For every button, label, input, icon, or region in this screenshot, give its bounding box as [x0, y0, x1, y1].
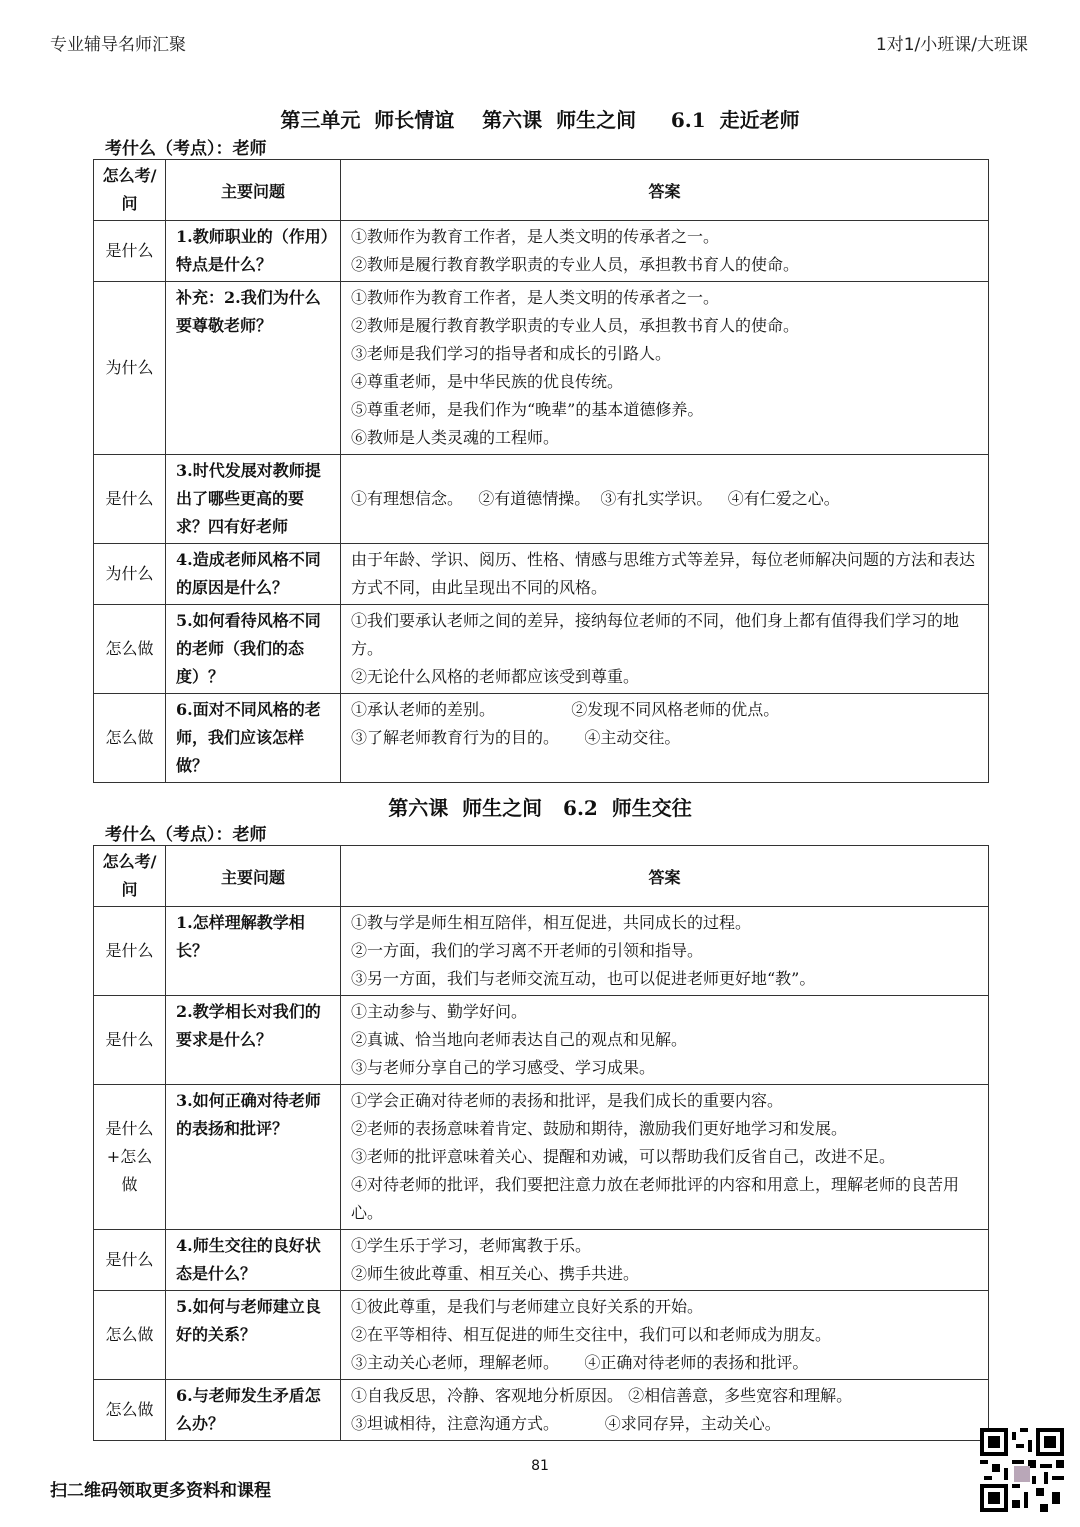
question-type: 为什么 — [94, 282, 166, 455]
answer-line: ④对待老师的批评，我们要把注意力放在老师批评的内容和用意上，理解老师的良苦用心。 — [351, 1175, 960, 1222]
table-row — [94, 1291, 989, 1380]
question-text: 1.教师职业的（作用）特点是什么？ — [166, 221, 341, 282]
section2-subtitle: 考什么（考点）：老师 — [105, 825, 267, 845]
question-type: 是什么 — [94, 1230, 166, 1291]
question-text: 2.教学相长对我们的要求是什么？ — [166, 996, 341, 1085]
section2-table — [93, 845, 989, 1441]
answer-line: ④尊重老师，是中华民族的优良传统。 — [351, 372, 624, 391]
answer-line: ③与老师分享自己的学习感受、学习成果。 — [351, 1058, 656, 1077]
answer-cell — [341, 1230, 989, 1291]
answer-cell — [341, 605, 989, 694]
question-type: 是什么 — [94, 996, 166, 1085]
question-type: 怎么做 — [94, 1380, 166, 1441]
answer-cell — [341, 1085, 989, 1230]
answer-cell — [341, 455, 989, 544]
answer-line: ③坦诚相待，注意沟通方式。 ④求同存异，主动关心。 — [351, 1414, 781, 1433]
answer-line: ②教师是履行教育教学职责的专业人员，承担教书育人的使命。 — [351, 316, 800, 335]
answer-line: ②在平等相待、相互促进的师生交往中，我们可以和老师成为朋友。 — [351, 1325, 832, 1344]
answer-cell — [341, 221, 989, 282]
footer-text: 扫二维码领取更多资料和课程 — [50, 1481, 271, 1501]
table-row — [94, 694, 989, 783]
section1-title: 第三单元 师长情谊 第六课 师生之间 6.1 走近老师 — [280, 108, 800, 132]
answer-cell — [341, 282, 989, 455]
answer-line: ②真诚、恰当地向老师表达自己的观点和见解。 — [351, 1030, 688, 1049]
answer-line: ③另一方面，我们与老师交流互动，也可以促进老师更好地“教”。 — [351, 969, 816, 988]
answer-cell — [341, 544, 989, 605]
question-text: 5.如何与老师建立良好的关系？ — [166, 1291, 341, 1380]
section1-subtitle: 考什么（考点）：老师 — [105, 139, 267, 159]
answer-cell — [341, 1291, 989, 1380]
question-type: 是什么 — [94, 907, 166, 996]
col-header-type: 怎么考/问 — [94, 160, 166, 221]
question-text: 3.时代发展对教师提出了哪些更高的要求？四有好老师 — [166, 455, 341, 544]
answer-line: ①教师作为教育工作者，是人类文明的传承者之一。 — [351, 288, 720, 307]
section2-title: 第六课 师生之间 6.2 师生交往 — [388, 796, 692, 820]
answer-line: ①教与学是师生相互陪伴，相互促进，共同成长的过程。 — [351, 913, 752, 932]
answer-line: ①彼此尊重，是我们与老师建立良好关系的开始。 — [351, 1297, 704, 1316]
header-left: 专业辅导名师汇聚 — [50, 35, 186, 55]
table-row — [94, 1085, 989, 1230]
answer-line: ①有理想信念。 ②有道德情操。 ③有扎实学识。 ④有仁爱之心。 — [351, 489, 840, 508]
table-row — [94, 1230, 989, 1291]
answer-line: ①教师作为教育工作者，是人类文明的传承者之一。 — [351, 227, 720, 246]
col-header-question: 主要问题 — [166, 160, 341, 221]
question-type: 是什么+怎么做 — [94, 1085, 166, 1230]
question-text: 4.师生交往的良好状态是什么？ — [166, 1230, 341, 1291]
question-type: 为什么 — [94, 544, 166, 605]
answer-cell — [341, 907, 989, 996]
answer-line: ②一方面，我们的学习离不开老师的引领和指导。 — [351, 941, 704, 960]
table-row — [94, 455, 989, 544]
answer-cell — [341, 1380, 989, 1441]
question-type: 怎么做 — [94, 1291, 166, 1380]
table-row — [94, 544, 989, 605]
answer-line: ①我们要承认老师之间的差异，接纳每位老师的不同，他们身上都有值得我们学习的地方。 — [351, 611, 960, 658]
table-row — [94, 907, 989, 996]
answer-line: ①自我反思，冷静、客观地分析原因。 ②相信善意，多些宽容和理解。 — [351, 1386, 853, 1405]
question-type: 是什么 — [94, 221, 166, 282]
answer-line: 由于年龄、学识、阅历、性格、情感与思维方式等差异，每位老师解决问题的方法和表达方式不同，由此呈现出不同的风格。 — [351, 550, 976, 597]
section1-table — [93, 159, 989, 783]
col-header-type: 怎么考/问 — [94, 846, 166, 907]
table-row — [94, 605, 989, 694]
question-text: 6.面对不同风格的老师，我们应该怎样做？ — [166, 694, 341, 783]
answer-line: ⑤尊重老师，是我们作为“晚辈”的基本道德修养。 — [351, 400, 704, 419]
question-text: 补充：2.我们为什么要尊敬老师？ — [166, 282, 341, 455]
question-text: 1.怎样理解教学相长？ — [166, 907, 341, 996]
answer-line: ①主动参与、勤学好问。 — [351, 1002, 528, 1021]
header-right: 1对1/小班课/大班课 — [875, 35, 1028, 55]
answer-line: ②教师是履行教育教学职责的专业人员，承担教书育人的使命。 — [351, 255, 800, 274]
col-header-answer: 答案 — [341, 160, 989, 221]
answer-cell — [341, 996, 989, 1085]
answer-line: ③了解老师教育行为的目的。 ④主动交往。 — [351, 728, 681, 747]
answer-line: ③老师的批评意味着关心、提醒和劝诫，可以帮助我们反省自己，改进不足。 — [351, 1147, 896, 1166]
table-row — [94, 1380, 989, 1441]
answer-line: ③老师是我们学习的指导者和成长的引路人。 — [351, 344, 672, 363]
question-type: 怎么做 — [94, 694, 166, 783]
answer-line: ⑥教师是人类灵魂的工程师。 — [351, 428, 560, 447]
answer-line: ②师生彼此尊重、相互关心、携手共进。 — [351, 1264, 640, 1283]
question-text: 3.如何正确对待老师的表扬和批评？ — [166, 1085, 341, 1230]
col-header-answer: 答案 — [341, 846, 989, 907]
question-type: 是什么 — [94, 455, 166, 544]
page-number: 81 — [531, 1458, 549, 1474]
col-header-question: 主要问题 — [166, 846, 341, 907]
answer-line: ③主动关心老师，理解老师。 ④正确对待老师的表扬和批评。 — [351, 1353, 809, 1372]
answer-cell — [341, 694, 989, 783]
question-text: 4.造成老师风格不同的原因是什么？ — [166, 544, 341, 605]
qr-code-icon — [980, 1428, 1064, 1512]
question-text: 5.如何看待风格不同的老师（我们的态度）？ — [166, 605, 341, 694]
table-row — [94, 282, 989, 455]
answer-line: ②无论什么风格的老师都应该受到尊重。 — [351, 667, 640, 686]
answer-line: ①学会正确对待老师的表扬和批评，是我们成长的重要内容。 — [351, 1091, 784, 1110]
question-text: 6.与老师发生矛盾怎么办？ — [166, 1380, 341, 1441]
answer-line: ②老师的表扬意味着肯定、鼓励和期待，激励我们更好地学习和发展。 — [351, 1119, 848, 1138]
table-row — [94, 996, 989, 1085]
answer-line: ①学生乐于学习，老师寓教于乐。 — [351, 1236, 592, 1255]
table-row — [94, 221, 989, 282]
question-type: 怎么做 — [94, 605, 166, 694]
answer-line: ①承认老师的差别。 ②发现不同风格老师的优点。 — [351, 700, 780, 719]
